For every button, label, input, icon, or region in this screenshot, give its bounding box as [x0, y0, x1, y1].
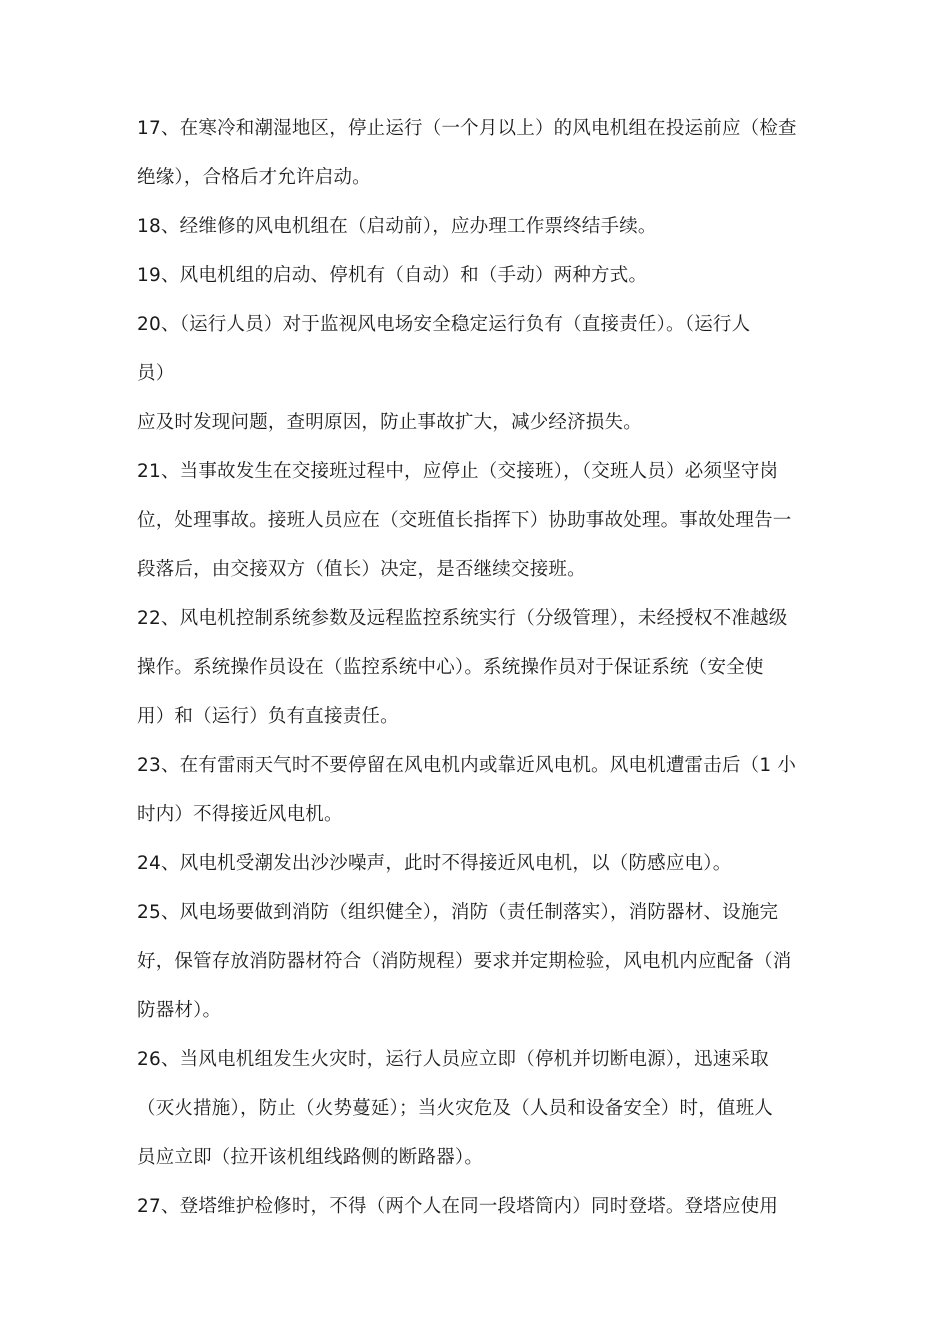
text-line: 21、当事故发生在交接班过程中，应停止（交接班），（交班人员）必须坚守岗 — [137, 461, 779, 482]
text-line: 员应立即（拉开该机组线路侧的断路器）。 — [137, 1147, 484, 1168]
text-line: 24、风电机受潮发出沙沙噪声，此时不得接近风电机，以（防感应电）。 — [137, 853, 732, 874]
text-line: 防器材）。 — [137, 1000, 222, 1021]
text-line: 17、在寒冷和潮湿地区，停止运行（一个月以上）的风电机组在投运前应（检查 — [137, 118, 797, 139]
text-line: 员） — [137, 363, 175, 384]
text-line: 时内）不得接近风电机。 — [137, 804, 343, 825]
text-line: （灭火措施），防止（火势蔓延）；当火灾危及（人员和设备安全）时，值班人 — [137, 1098, 774, 1119]
text-line: 用）和（运行）负有直接责任。 — [137, 706, 399, 727]
text-line: 好，保管存放消防器材符合（消防规程）要求并定期检验，风电机内应配备（消 — [137, 951, 792, 972]
text-line: 应及时发现问题，查明原因，防止事故扩大，减少经济损失。 — [137, 412, 642, 433]
text-line: 位，处理事故。接班人员应在（交班值长指挥下）协助事故处理。事故处理告一 — [137, 510, 792, 531]
text-line: 19、风电机组的启动、停机有（自动）和（手动）两种方式。 — [137, 265, 648, 286]
text-line: 段落后，由交接双方（值长）决定，是否继续交接班。 — [137, 559, 586, 580]
text-line: 20、（运行人员）对于监视风电场安全稳定运行负有（直接责任）。（运行人 — [137, 314, 751, 335]
text-line: 27、登塔维护检修时，不得（两个人在同一段塔筒内）同时登塔。登塔应使用 — [137, 1196, 779, 1217]
text-line: 25、风电场要做到消防（组织健全），消防（责任制落实），消防器材、设施完 — [137, 902, 779, 923]
text-line: 26、当风电机组发生火灾时，运行人员应立即（停机并切断电源），迅速采取 — [137, 1049, 769, 1070]
text-line: 绝缘），合格后才允许启动。 — [137, 167, 371, 188]
text-line: 操作。系统操作员设在（监控系统中心）。系统操作员对于保证系统（安全使 — [137, 657, 764, 678]
text-line: 22、风电机控制系统参数及远程监控系统实行（分级管理），未经授权不准越级 — [137, 608, 788, 629]
text-line: 23、在有雷雨天气时不要停留在风电机内或靠近风电机。风电机遭雷击后（1 小 — [137, 755, 797, 776]
text-line: 18、经维修的风电机组在（启动前），应办理工作票终结手续。 — [137, 216, 657, 237]
